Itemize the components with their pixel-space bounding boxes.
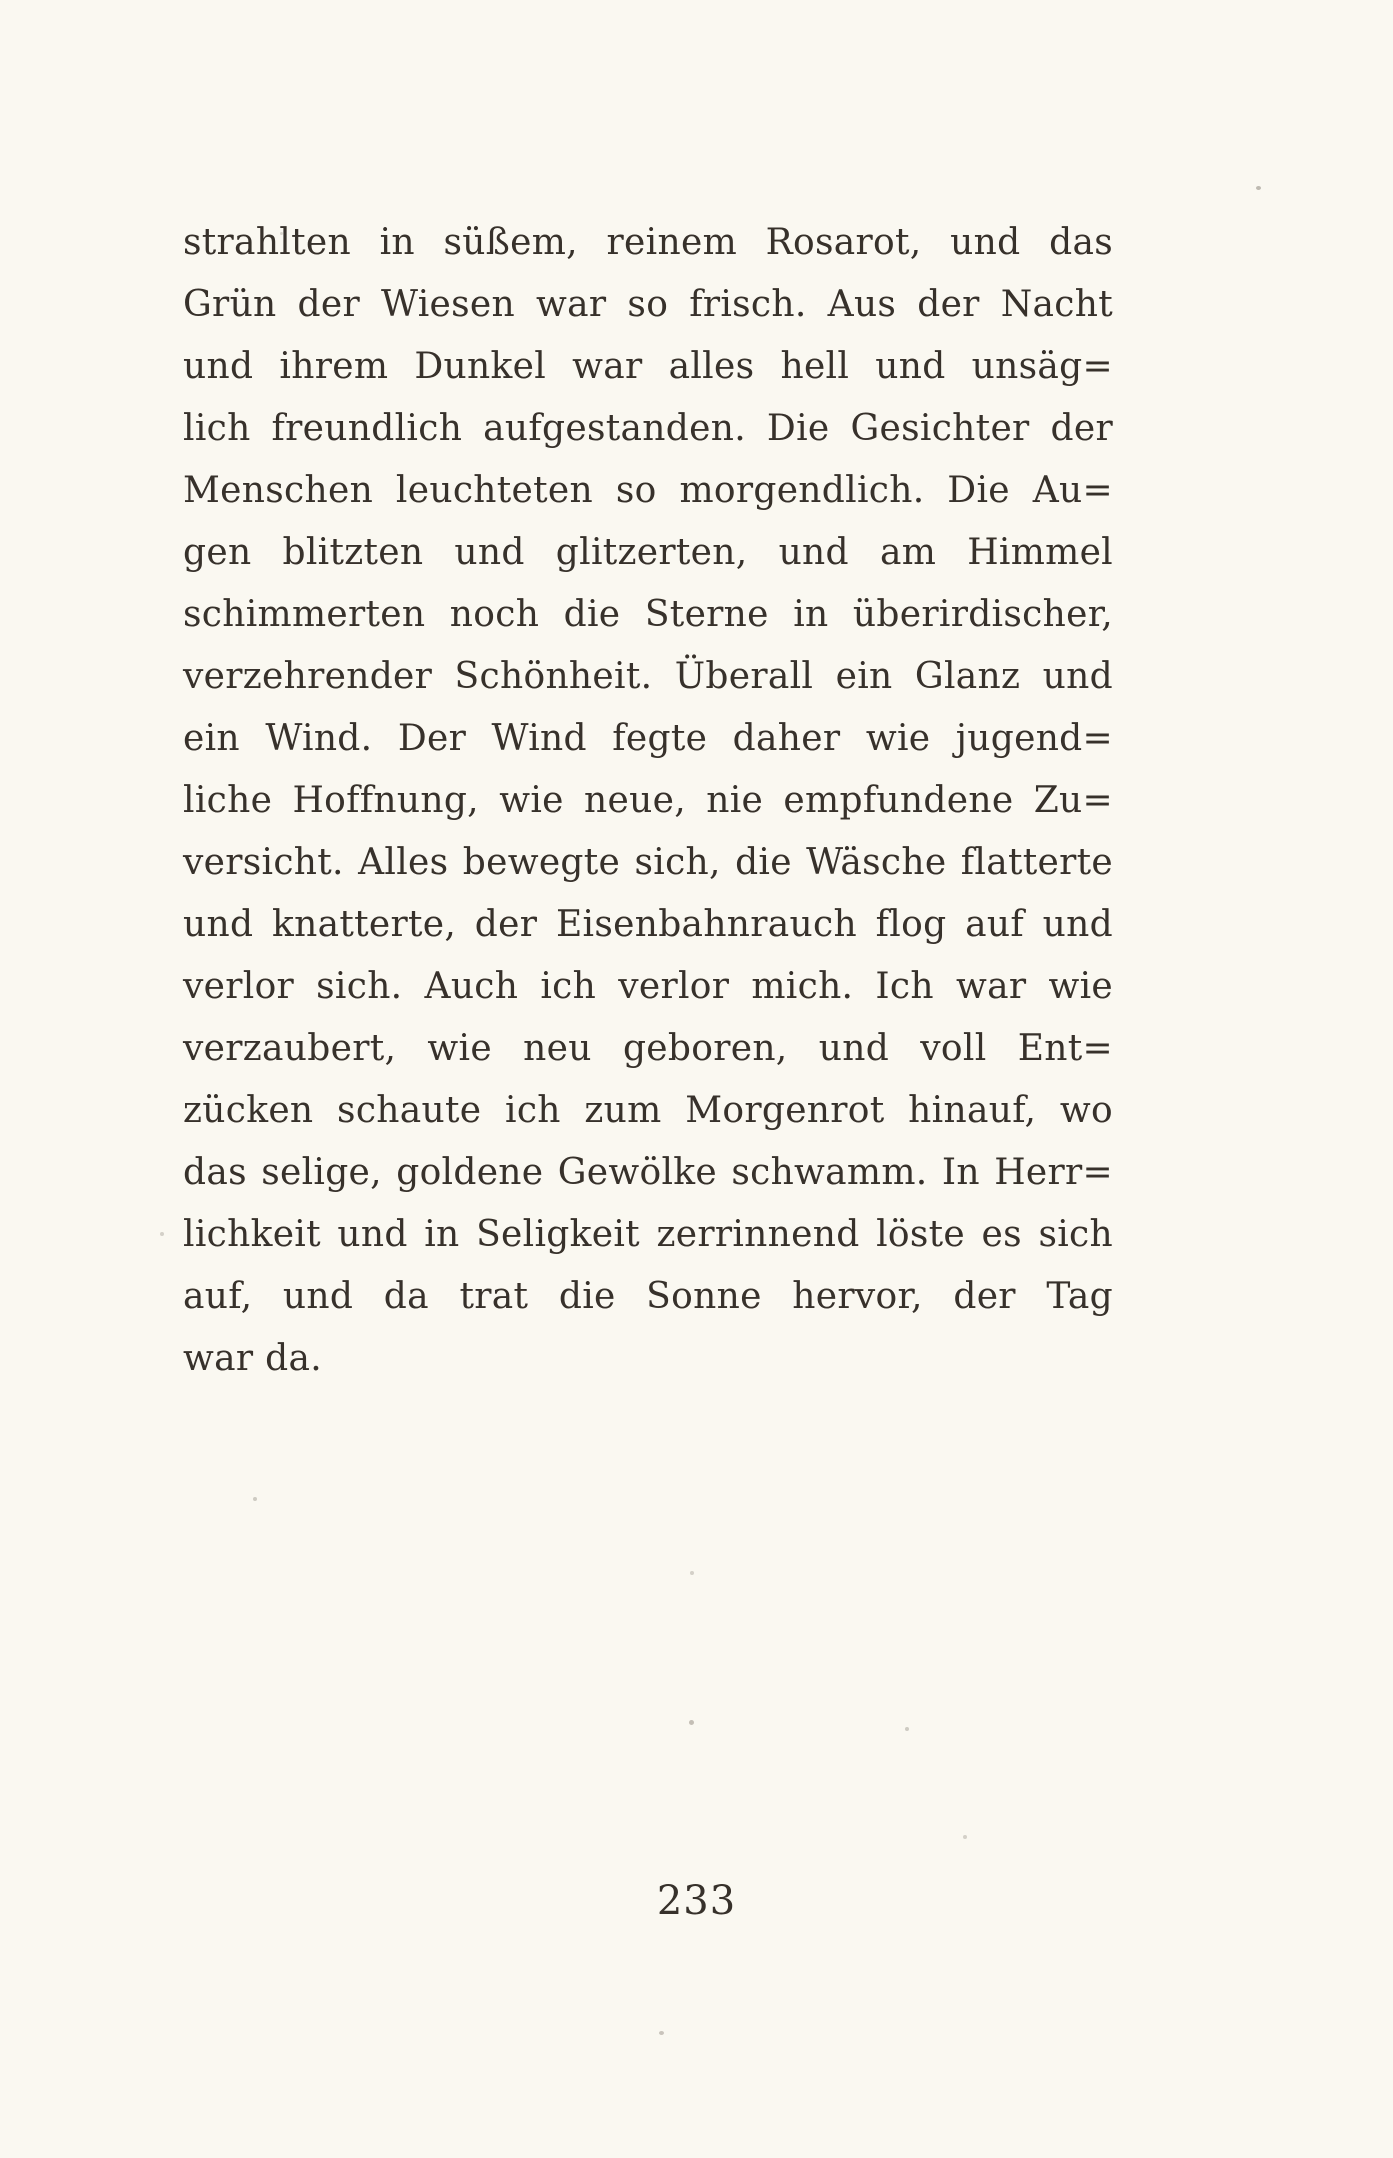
text-line: versicht. Alles bewegte sich, die Wäsche flatterte (183, 842, 1113, 883)
page-number: 233 (656, 1878, 737, 1924)
body-text (183, 212, 1113, 1390)
text-line: schimmerten noch die Sterne in überirdischer, (183, 594, 1113, 635)
scan-speck (689, 1720, 694, 1725)
scan-speck (1256, 186, 1261, 190)
scan-speck (963, 1835, 967, 1839)
text-line: auf, und da trat die Sonne hervor, der Tag (183, 1276, 1113, 1317)
text-line: gen blitzten und glitzerten, und am Himmel (183, 532, 1113, 573)
text-line: verzehrender Schönheit. Überall ein Glanz und (183, 656, 1113, 697)
text-line: liche Hoffnung, wie neue, nie empfundene Zu= (183, 780, 1113, 821)
text-line: und knatterte, der Eisenbahnrauch flog auf und (183, 904, 1113, 945)
text-line: strahlten in süßem, reinem Rosarot, und das (183, 222, 1113, 263)
scan-speck (690, 1571, 694, 1575)
text-line: lichkeit und in Seligkeit zerrinnend löste es sich (183, 1214, 1113, 1255)
text-line: zücken schaute ich zum Morgenrot hinauf, wo (183, 1090, 1113, 1131)
text-line: ein Wind. Der Wind fegte daher wie jugend= (183, 718, 1113, 759)
text-line: Grün der Wiesen war so frisch. Aus der Nacht (183, 284, 1113, 325)
text-line: verzaubert, wie neu geboren, und voll Ent= (183, 1028, 1113, 1069)
text-line: und ihrem Dunkel war alles hell und unsäg= (183, 346, 1113, 387)
scan-speck (905, 1727, 909, 1731)
text-line: das selige, goldene Gewölke schwamm. In Herr= (183, 1152, 1113, 1193)
scan-speck (659, 2031, 664, 2035)
text-line: verlor sich. Auch ich verlor mich. Ich war wie (183, 966, 1113, 1007)
text-line: lich freundlich aufgestanden. Die Gesichter der (183, 408, 1113, 449)
text-line: war da. (183, 1338, 322, 1379)
scan-speck (160, 1232, 164, 1236)
scan-speck (280, 232, 283, 235)
text-line: Menschen leuchteten so morgendlich. Die Au= (183, 470, 1113, 511)
scan-speck (253, 1497, 257, 1501)
